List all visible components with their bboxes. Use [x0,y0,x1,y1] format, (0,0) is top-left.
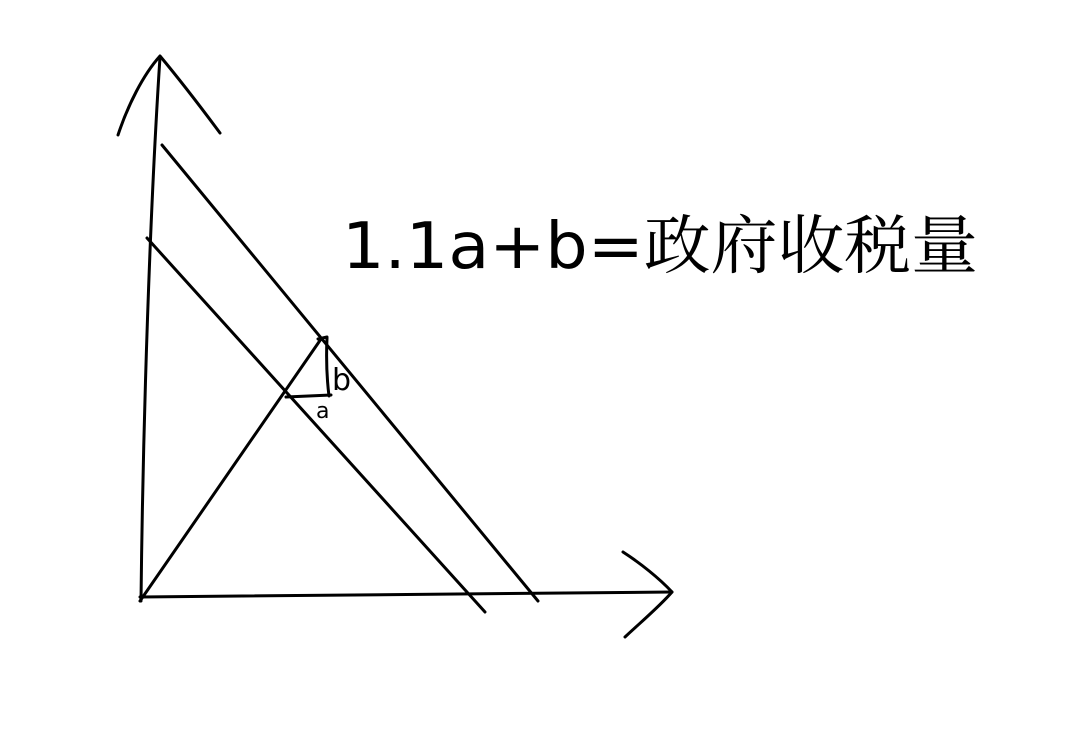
x-axis-arrowhead [623,552,672,637]
triangle-horizontal-leg [286,395,331,397]
x-axis [140,592,672,597]
equation-text: 1.1a+b=政府收税量 [342,210,978,284]
label-b: b [332,363,352,398]
origin-ray [140,339,321,601]
inner-diagonal-line [147,238,485,612]
y-axis [141,57,160,601]
label-a: a [316,399,330,424]
y-axis-arrowhead [118,56,220,135]
